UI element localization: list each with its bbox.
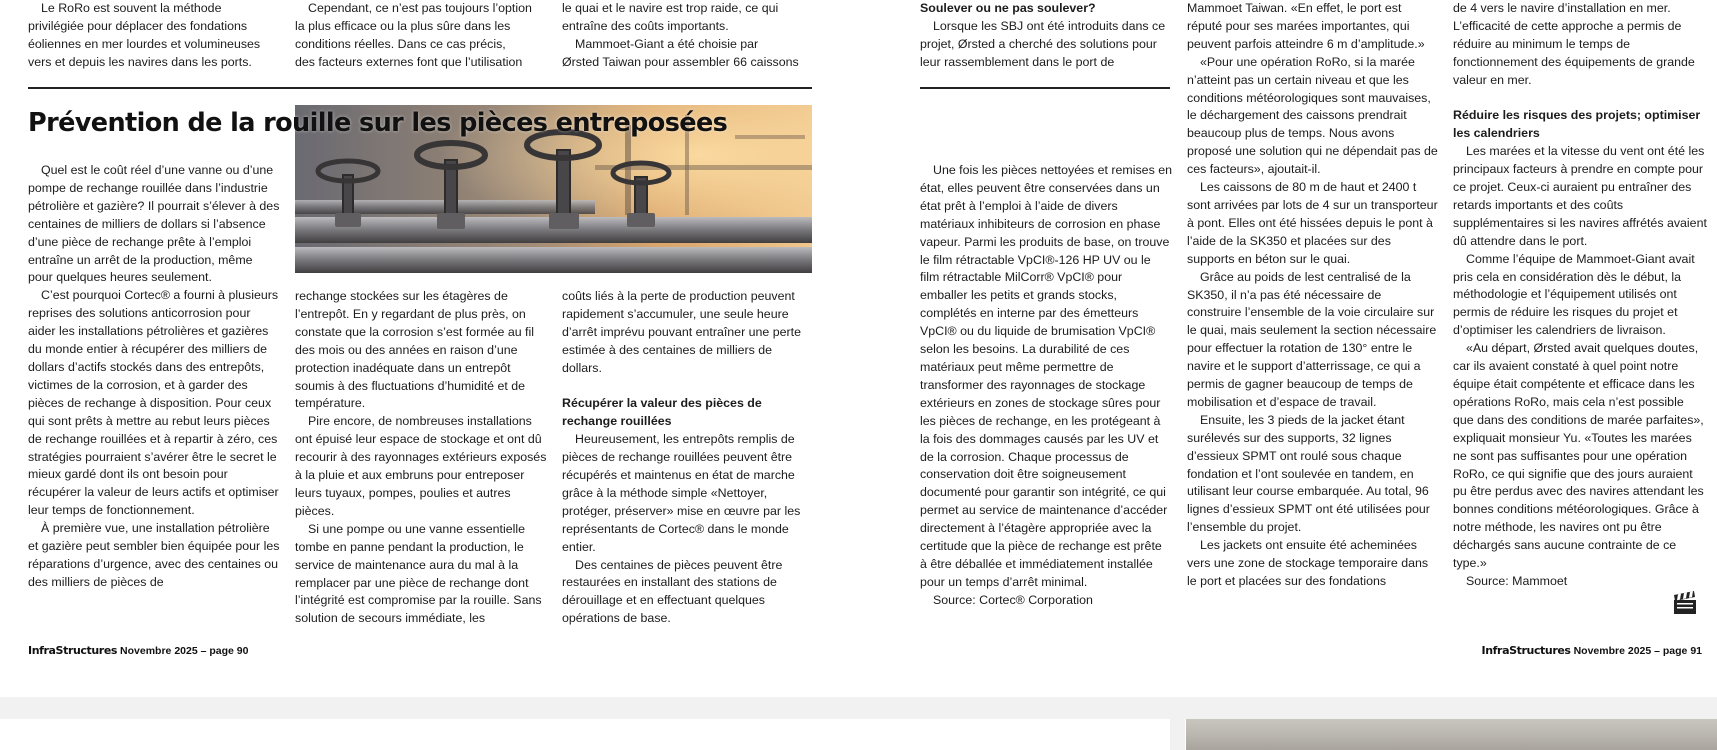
paragraph: rechange stockées sur les étagères de l’entrepôt. En y regardant de plus près, on constate que la corrosion s’est formée au fil des mois ou des années en raison d’une protection inadéquate dans un entrepôt soumis à des fluctuations d’humidité et de température.: [295, 289, 534, 411]
page-footer-left: [28, 644, 248, 657]
next-page-photo: [1186, 719, 1717, 750]
magazine-brand: InfraStructures: [1481, 644, 1571, 657]
footer-page-info: Novembre 2025 – page 91: [1573, 645, 1702, 657]
paragraph: À première vue, une installation pétrolière et gazière peut sembler bien équipée pour les réparations d’urgence, avec des centaines ou des milliers de pièces de: [28, 521, 280, 589]
subheading: Réduire les risques des projets; optimiser les calendriers: [1453, 108, 1701, 141]
paragraph: de 4 vers le navire d’installation en mer. L’efficacité de cette approche a permis de réduire au minimum le temps de fonctionnement des équipements de grande valeur en mer.: [1453, 1, 1695, 87]
text-line: Cependant, ce n’est pas toujours l’option: [308, 1, 532, 15]
paragraph: Les marées et la vitesse du vent ont été les principaux facteurs à prendre en compte pour ce projet. Ceux-ci auraient pu entraîner des retards importants et des coûts supplémentaires si les navires affrétés avaient dû attendre dans le port.: [1453, 144, 1707, 248]
subheading: Récupérer la valeur des pièces de rechange rouillées: [562, 396, 762, 429]
paragraph: Grâce au poids de lest centralisé de la SK350, il n’a pas été nécessaire de construire l’ensemble de la voie circulaire sur le quai, mais seulement la section nécessaire pour effectuer la rotation de 130° entre le navire et le support d’atterrissage, ce qui a permis de gagner beaucoup de temps de mobilisation et d’espace de travail.: [1187, 269, 1437, 409]
text-line: le quai et le navire est trop raide, ce qui: [562, 1, 779, 15]
text-line: des facteurs externes font que l’utilisation: [295, 54, 523, 69]
paragraph: Les caissons de 80 m de haut et 2400 t sont arrivées par lots de 4 sur un transporteur à pont. Elles ont été hissées depuis le pont à l’aide de la SK350 et placées sur des supports en béton sur le quai.: [1187, 180, 1438, 266]
text-line: vers et depuis les navires dans les ports.: [28, 54, 252, 69]
page-footer-right: [1482, 644, 1702, 657]
left-article-col1: [28, 162, 280, 592]
right-col1-top: [920, 0, 1170, 72]
paragraph: «Pour une opération RoRo, si la marée n’atteint pas un certain niveau et que les conditions météorologiques sont mauvaises, le déchargement des caissons prendrait beaucoup plus de temps. Nous avons proposé une solution qui ne dépendait pas de ces facteurs», ajoutait-il.: [1187, 54, 1438, 177]
text-line: la plus efficace ou la plus sûre dans les: [295, 18, 511, 33]
source-line: Source: Cortec® Corporation: [933, 592, 1093, 607]
paragraph: Une fois les pièces nettoyées et remises en état, elles peuvent être conservées dans un état prêt à l’emploi à l’aide de divers matériaux inhibiteurs de corrosion en phase vapeur. Parmi les produits de base, on trouve le film rétractable VpCI®-126 HP UV ou le film rétractable MilCorr® VpCI® pour emballer les petits et grands stocks, complétés en interne par des émetteurs VpCI® ou du liquide de brumisation VpCI® selon les besoins. La durabilité de ces matériaux peut même permettre de transformer des rayonnages de stockage extérieurs en zones de stockage sûres pour les pièces de rechange, en les protégeant à la fois des dommages causés par les UV et de la corrosion. Chaque processus de conservation doit être soigneusement documenté pour garantir son intégrité, ce qui permet au service de maintenance d’accéder directement à l’étagère appropriée avec la certitude que la pièce de rechange est prête à être déballée et immédiatement installée pour un temps d’arrêt minimal.: [920, 163, 1172, 589]
text-line: Ørsted Taiwan pour assembler 66 caissons: [562, 54, 799, 69]
text-line: conditions réelles. Dans ce cas précis,: [295, 36, 506, 51]
text-line: entraîne des coûts importants.: [562, 18, 729, 33]
clapperboard-icon: [1672, 590, 1698, 616]
paragraph: Mammoet Taiwan. «En effet, le port est réputé pour ses marées importantes, qui peuvent parfois atteindre 6 m d’amplitude.»: [1187, 1, 1425, 51]
paragraph: Lorsque les SBJ ont été introduits dans ce projet, Ørsted a cherché des solutions pour leur rassemblement dans le port de: [920, 18, 1166, 69]
section-divider: [28, 87, 812, 89]
paragraph: Si une pompe ou une vanne essentielle tombe en panne pendant la production, le service de maintenance aura du mal à la remplacer par une pièce de rechange dont l’intégrité est compromise par la rouille. Sans solution de secours immédiate, les: [295, 521, 542, 626]
text-line: Le RoRo est souvent la méthode: [41, 1, 222, 15]
source-line: Source: Mammoet: [1466, 573, 1568, 588]
paragraph: coûts liés à la perte de production peuvent rapidement s’accumuler, une seule heure d’arrêt imprévu pouvant entraîner une perte estimée à des centaines de milliers de dollars.: [562, 289, 802, 375]
paragraph: Ensuite, les 3 pieds de la jacket étant surélevés sur des supports, 32 lignes d’essieux SPMT ont roulé sous chaque fondation et l’ont soulevée en tandem, en utilisant leur course embarquée. Au total, 96 lignes d’essieux SPMT ont été utilisées pour l’ensemble du projet.: [1187, 412, 1430, 535]
text-line: Mammoet-Giant a été choisie par: [575, 36, 759, 51]
paragraph: Quel est le coût réel d’une vanne ou d’une pompe de rechange rouillée dans l’industrie pétrolière et gazière? Il pourrait s’élever à des centaines de milliers de dollars si l’absence d’une pièce de rechange prête à l’emploi entraîne un arrêt de la production, même pour quelques heures seulement.: [28, 163, 280, 285]
left-top-col2: [295, 0, 545, 72]
left-article-col2: [295, 288, 547, 628]
article-headline: Prévention de la rouille sur les pièces entreposées: [28, 108, 728, 138]
paragraph: Les jackets ont ensuite été acheminées vers une zone de stockage temporaire dans le port et placées sur des fondations: [1187, 538, 1429, 588]
magazine-brand: InfraStructures: [28, 644, 118, 657]
left-top-col3: [562, 0, 812, 72]
subheading: Soulever ou ne pas soulever?: [920, 1, 1096, 15]
text-line: éoliennes en mer lourdes et volumineuses: [28, 36, 261, 51]
footer-page-info: Novembre 2025 – page 90: [120, 645, 249, 657]
left-top-col1: [28, 0, 278, 72]
right-col3: [1453, 0, 1707, 591]
paragraph: Comme l’équipe de Mammoet-Giant avait pris cela en considération dès le début, la méthodologie et l’équipement utilisés ont permis de réduire les risques du projet et d’optimiser les calendriers de livraison.: [1453, 251, 1695, 338]
section-divider: [920, 87, 1170, 89]
paragraph: C’est pourquoi Cortec® a fourni à plusieurs reprises des solutions anticorrosion pour aider les installations pétrolières et gazières du monde entier à récupérer des milliers de dollars d’actifs stockés dans des entrepôts, victimes de la corrosion, et à garder des pièces de rechange à disposition. Pour ceux qui sont prêts à mettre au rebut leurs pièces de rechange rouillées et à repartir à zéro, ces stratégies pourraient s’avérer être le secret le mieux gardé dont ils ont besoin pour récupérer la valeur de leurs actifs et optimiser leur temps de fonctionnement.: [28, 288, 279, 518]
next-spread-preview: [0, 697, 1717, 750]
right-col2: [1187, 0, 1439, 591]
paragraph: Pire encore, de nombreuses installations ont épuisé leur espace de stockage et ont dû recourir à des rayonnages extérieurs exposés à la pluie et aux embruns pour entreposer leurs tuyaux, pompes, poulies et autres pièces.: [295, 414, 547, 518]
paragraph: Des centaines de pièces peuvent être restaurées en installant des stations de dérouillage et en effectuant quelques opérations de base.: [562, 557, 783, 626]
paragraph: «Au départ, Ørsted avait quelques doutes, car ils avaient constaté à quel point notre équipe était compétente et efficace dans les opérations RoRo, mais cela n’est possible que dans des conditions de marée parfaites», expliquait monsieur Yu. «Toutes les marées ne sont pas suffisantes pour une opération RoRo, ce qui signifie que des jours auraient pu être perdus avec des navires attendant les bonnes conditions météorologiques. Grâce à notre méthode, les navires ont pu être déchargés sans aucune contrainte de ce type.»: [1453, 341, 1704, 571]
left-article-col3: [562, 288, 814, 628]
right-col1-body: [920, 162, 1172, 610]
text-line: privilégiée pour déplacer des fondations: [28, 18, 248, 33]
paragraph: Heureusement, les entrepôts remplis de pièces de rechange rouillées peuvent être récupérés et maintenus en état de marche grâce à la méthode simple «Nettoyer, protéger, préserver» mise en œuvre par les représentants de Cortec® dans le monde entier.: [562, 432, 801, 554]
next-page-left: [0, 719, 1170, 750]
